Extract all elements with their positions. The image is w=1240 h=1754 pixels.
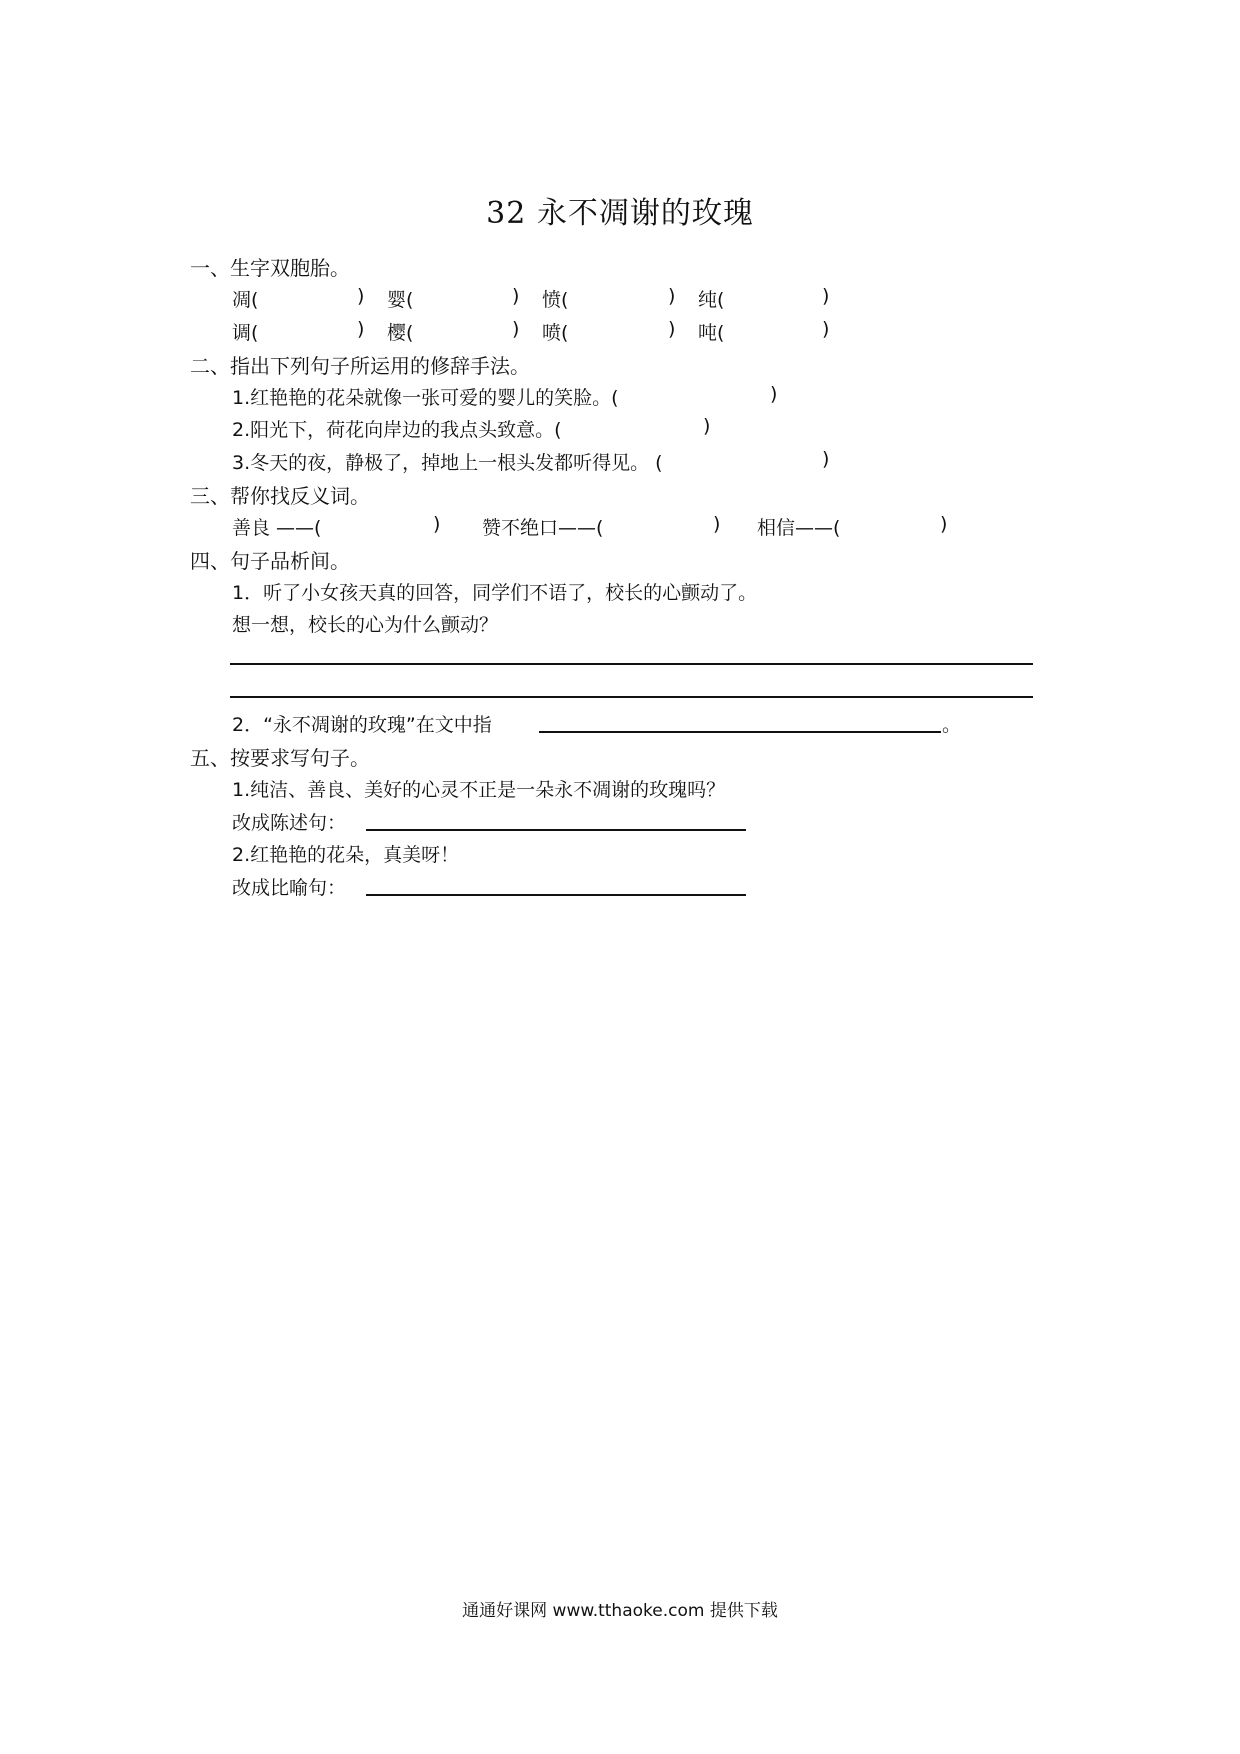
char-paren-close: ) xyxy=(512,285,520,307)
char-paren-open: 婴( xyxy=(387,289,414,311)
analysis-prompt-1: 想一想，校长的心为什么颤动？ xyxy=(232,614,499,636)
antonym-paren-close: ) xyxy=(940,513,948,535)
rhetoric-question-1: 1.红艳艳的花朵就像一张可爱的婴儿的笑脸。( xyxy=(232,387,619,409)
section-3-heading: 三、帮你找反义词。 xyxy=(190,484,370,508)
antonym-item-1: 善良 ——( xyxy=(232,517,322,539)
rhetoric-paren-close: ) xyxy=(703,415,711,437)
answer-line[interactable] xyxy=(230,663,1033,665)
page-title: 32 永不凋谢的玫瑰 xyxy=(486,196,754,231)
rhetoric-question-2: 2.阳光下，荷花向岸边的我点头致意。( xyxy=(232,419,562,441)
char-paren-close: ) xyxy=(822,318,830,340)
analysis-question-1: 1．听了小女孩天真的回答，同学们不语了，校长的心颤动了。 xyxy=(232,582,758,604)
rhetoric-question-3: 3.冬天的夜，静极了，掉地上一根头发都听得见。 ( xyxy=(232,452,663,474)
char-paren-close: ) xyxy=(668,285,676,307)
char-paren-open: 樱( xyxy=(387,322,414,344)
char-paren-close: ) xyxy=(822,285,830,307)
section-1-heading: 一、生字双胞胎。 xyxy=(190,256,350,280)
char-paren-open: 愤( xyxy=(542,289,569,311)
char-paren-open: 调( xyxy=(232,322,259,344)
char-paren-close: ) xyxy=(357,285,365,307)
rewrite-prompt-1: 改成陈述句： xyxy=(232,812,347,834)
rhetoric-paren-close: ) xyxy=(822,448,830,470)
antonym-paren-close: ) xyxy=(433,513,441,535)
answer-line[interactable] xyxy=(230,696,1033,698)
rewrite-question-2: 2.红艳艳的花朵，真美呀！ xyxy=(232,844,460,866)
antonym-item-2: 赞不绝口——( xyxy=(482,517,604,539)
char-paren-open: 喷( xyxy=(542,322,569,344)
answer-line[interactable] xyxy=(539,731,941,733)
answer-line[interactable] xyxy=(366,894,746,896)
antonym-paren-close: ) xyxy=(713,513,721,535)
section-4-heading: 四、句子品析间。 xyxy=(190,549,350,573)
footer-text: 通通好课网 www.tthaoke.com 提供下载 xyxy=(462,1601,778,1621)
answer-line[interactable] xyxy=(366,829,746,831)
analysis-question-2: 2．“永不凋谢的玫瑰”在文中指 xyxy=(232,714,492,736)
char-paren-close: ) xyxy=(357,318,365,340)
rewrite-prompt-2: 改成比喻句： xyxy=(232,877,347,899)
analysis-question-2-end: 。 xyxy=(942,714,962,736)
char-paren-close: ) xyxy=(668,318,676,340)
rhetoric-paren-close: ) xyxy=(770,383,778,405)
section-2-heading: 二、指出下列句子所运用的修辞手法。 xyxy=(190,354,530,378)
rewrite-question-1: 1.纯洁、善良、美好的心灵不正是一朵永不凋谢的玫瑰吗？ xyxy=(232,779,726,801)
char-paren-open: 纯( xyxy=(698,289,725,311)
antonym-item-3: 相信——( xyxy=(757,517,841,539)
char-paren-open: 吨( xyxy=(698,322,725,344)
section-5-heading: 五、按要求写句子。 xyxy=(190,746,370,770)
char-paren-open: 凋( xyxy=(232,289,259,311)
char-paren-close: ) xyxy=(512,318,520,340)
